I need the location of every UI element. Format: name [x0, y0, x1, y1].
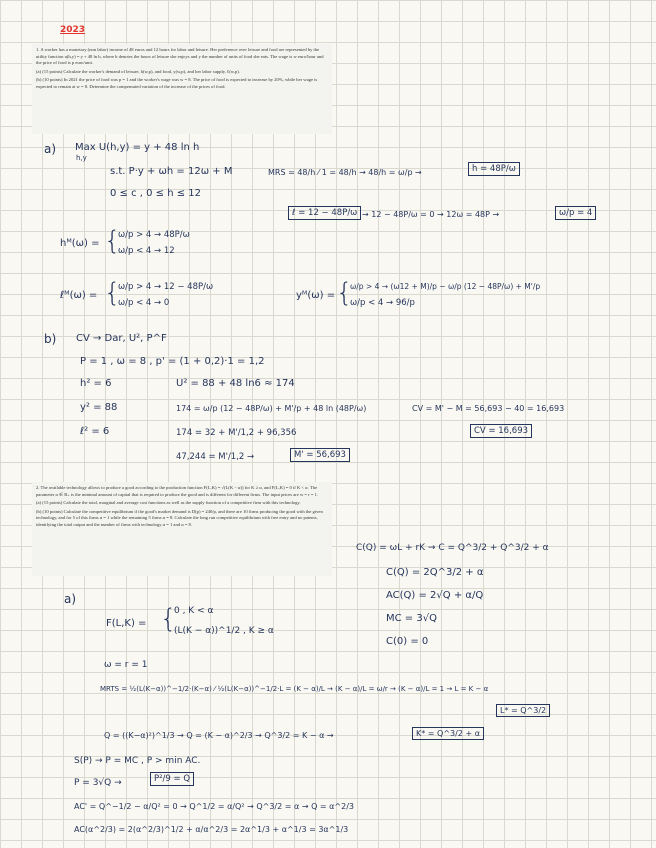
sol2-p-box: P²/9 = Q [150, 772, 194, 786]
page-title: 2023 [60, 25, 86, 35]
problem-2-statement [32, 482, 332, 576]
sol1-bounds: 0 ≤ c , 0 ≤ h ≤ 12 [110, 188, 202, 199]
sol1-h-def: hᴹ(ω) = [60, 238, 100, 249]
sol2-a-label: a) [64, 592, 77, 606]
sol2-k-box: K* = Q^3/2 + α [412, 727, 484, 740]
sol2-mrts: MRTS = ½(L(K−α))^−1/2·(K−α) ⁄ ½(L(K−α))^−1/2·L = (K − α)/L → (K − α)/L = ω/r → (K − α)/L = 1 → L = K − α [100, 685, 489, 693]
problem-2-part-b: (b) (10 points) Calculate the competitive equilibrium if the good's market demand is D(p) = 240/p, and there are 10 firms producing the good with the given technology, and for 5 of this firms α = 1 while the remaining 5 firms α = 8. Calculate the long run competitive equilibrium with free entry and no patents, identifying the total output and the number of firms with technology α = 1 and α = 8. [36, 508, 323, 527]
sol1-y2: y² = 88 [80, 402, 118, 413]
brace-icon: { [336, 278, 353, 308]
sol2-f-case1: 0 , K < α [174, 606, 214, 616]
sol2-f-case2: (L(K − α))^1/2 , K ≥ α [174, 626, 274, 636]
sol1-h2: h² = 6 [80, 378, 112, 389]
sol2-costs: C(Q) = ωL + rK → C = Q^3/2 + Q^3/2 + α [356, 543, 549, 553]
sol1-cv-box: CV = 16,693 [470, 424, 532, 438]
sol1-eq1: 174 = ω/p (12 − 48P/ω) + M'/p + 48 ln (48P/ω) [176, 404, 367, 413]
brace-icon: { [104, 226, 121, 256]
sol2-c0: C(0) = 0 [386, 636, 429, 647]
sol2-f-def: F(L,K) = [106, 618, 147, 629]
sol1-mrs: MRS = 48/h ⁄ 1 = 48/h → 48/h = ω/p → [268, 168, 422, 177]
sol1-threshold-box: ω/p = 4 [555, 206, 596, 220]
sol2-supply: S(P) → P = MC , P > min AC. [74, 756, 201, 766]
sol2-p-line: P = 3√Q → [74, 778, 122, 788]
problem-2-part-a: (a) (15 points) Calculate the total, marginal and average cost functions as well as the supply function of a competitive firm with this technology. [36, 500, 301, 506]
sol1-y-case1: ω/p > 4 → (ω12 + M)/p − ω/p (12 − 48P/ω) + M'/p [350, 282, 541, 291]
problem-1-text: 1. A worker has a monetary (non labor) income of 48 euros and 12 hours for labor and leisure. Her preference over leisure and food are represented by the utility function u(h,y) = y + 48 ln h, where h denotes the hours of leisure she enjoys and y the number of units of food she eats. The wage is w euro/hour and the price of food is p euro/unit. [36, 47, 324, 66]
sol1-u2: U² = 88 + 48 ln6 ≈ 174 [176, 378, 295, 389]
sol2-ac-line: AC' = Q^−1/2 − α/Q² = 0 → Q^1/2 = α/Q² → Q^3/2 = α → Q = α^2/3 [74, 802, 355, 811]
problem-1-part-a: (a) (15 points) Calculate the worker's demand of leisure, h(w,p), and food, y(w,p), and her labor supply, ℓ(w,p). [36, 68, 240, 74]
sol1-l-chain: → 12 − 48P/ω = 0 → 12ω = 48P → [362, 210, 500, 219]
sol2-ac-min: AC(α^2/3) = 2(α^2/3)^1/2 + α/α^2/3 = 2α^1/3 + α^1/3 = 3α^1/3 [74, 825, 349, 834]
sol1-cv-calc: CV = M' − M = 56,693 − 40 = 16,693 [412, 404, 565, 413]
sol2-mc: MC = 3√Q [386, 613, 437, 624]
sol1-l-box: ℓ = 12 − 48P/ω [288, 206, 361, 220]
sol2-q-line: Q = ((K−α)²)^1/3 → Q = (K − α)^2/3 → Q^3/2 = K − α → [104, 731, 334, 740]
sol1-y-def: yᴹ(ω) = [296, 290, 336, 301]
sol1-l-case1: ω/p > 4 → 12 − 48P/ω [118, 282, 214, 292]
sol1-a-label: a) [44, 142, 57, 156]
sol1-m-box: M' = 56,693 [290, 448, 350, 462]
sol2-prices: ω = r = 1 [104, 660, 148, 670]
sol1-h-case1: ω/p > 4 → 48P/ω [118, 230, 190, 240]
brace-icon: { [160, 604, 177, 634]
sol1-l-def: ℓᴹ(ω) = [60, 290, 98, 301]
sol1-max: Max U(h,y) = y + 48 ln h [75, 142, 200, 153]
sol1-eq3: 47,244 = M'/1,2 → [176, 452, 255, 462]
sol1-max-sub: h,y [76, 154, 87, 162]
sol1-constraint: s.t. P·y + ωh = 12ω + M [110, 166, 233, 177]
sol1-l-case2: ω/p < 4 → 0 [118, 298, 170, 308]
problem-1-part-b: (b) (10 points) In 2021 the price of food was p = 1 and the worker's wage was w = 8. The price of food is expected to increase by 20%, while her wage is expected to remain at w = 8. Determine the compensated variation of the increase of the prices of food. [36, 77, 318, 89]
sol2-cq: C(Q) = 2Q^3/2 + α [386, 567, 484, 578]
sol1-l2: ℓ² = 6 [80, 426, 110, 437]
sol1-y-case2: ω/p < 4 → 96/p [350, 298, 415, 308]
sol1-h-box: h = 48P/ω [468, 162, 520, 176]
sol1-h-case2: ω/p < 4 → 12 [118, 246, 175, 256]
sol2-l-box: L* = Q^3/2 [496, 704, 550, 717]
sol2-acq: AC(Q) = 2√Q + α/Q [386, 590, 484, 601]
sol1-params: P = 1 , ω = 8 , p' = (1 + 0,2)·1 = 1,2 [80, 356, 265, 367]
problem-2-text: 2. The available technology allows to produce a good according to the production function F(L,K) = √(L(K − α)) for K ≥ α, and F(L,K) = 0 if K < α. The parameter α ∈ R₊ is the minimal amount of capital that is required to produce the good and is different for different firms. The input prices are w = r = 1. [36, 485, 319, 497]
brace-icon: { [104, 278, 121, 308]
sol1-cv-setup: CV → Dar, U², P^F [76, 333, 167, 344]
problem-1-statement [32, 44, 332, 134]
sol1-b-label: b) [44, 332, 57, 346]
sol1-eq2: 174 = 32 + M'/1,2 + 96,356 [176, 428, 297, 438]
